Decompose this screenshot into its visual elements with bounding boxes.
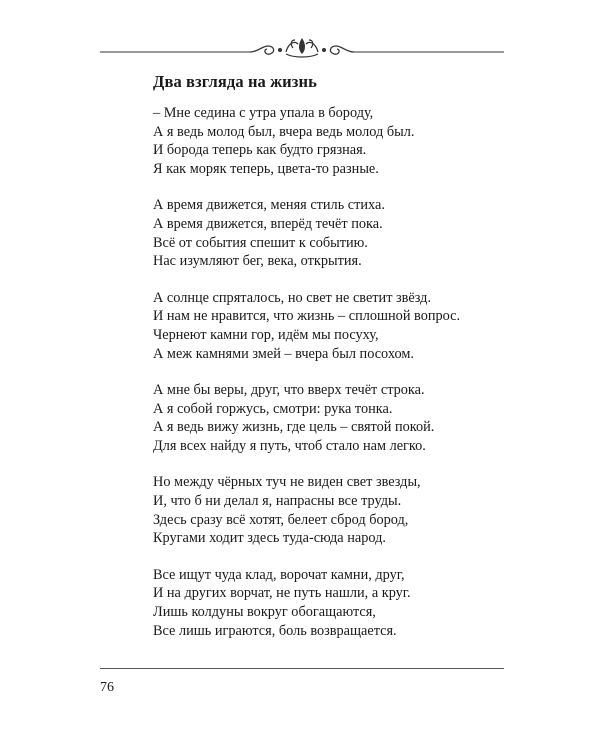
page-number: 76 bbox=[100, 680, 114, 695]
poem-title: Два взгляда на жизнь bbox=[153, 72, 317, 91]
poem-line: Для всех найду я путь, чтоб стало нам легко. bbox=[153, 438, 426, 455]
poem-line: А время движется, вперёд течёт пока. bbox=[153, 216, 383, 233]
poem-line: А я ведь молод был, вчера ведь молод был. bbox=[153, 123, 415, 140]
poem-line: А я ведь вижу жизнь, где цель – святой покой. bbox=[153, 419, 435, 436]
poem-line: Здесь сразу всё хотят, белеет сброд бород, bbox=[153, 511, 409, 528]
stanza bbox=[153, 381, 553, 456]
stanza bbox=[153, 104, 553, 179]
poem-line: И, что б ни делал я, напрасны все труды. bbox=[153, 492, 402, 509]
poem-line: Я как моряк теперь, цвета-то разные. bbox=[153, 161, 379, 178]
poem-line: – Мне седина с утра упала в бороду, bbox=[153, 105, 374, 121]
poem-line: А солнце спряталось, но свет не светит звёзд. bbox=[153, 289, 432, 306]
poem-line: Лишь колдуны вокруг обогащаются, bbox=[153, 603, 376, 620]
stanza bbox=[153, 289, 553, 364]
stanza bbox=[153, 196, 553, 271]
poem-line: А мне бы веры, друг, что вверх течёт строка. bbox=[153, 381, 425, 398]
poem-line: Все лишь играются, боль возвращается. bbox=[153, 622, 397, 639]
poem-line: И на других ворчат, не путь нашли, а круг. bbox=[153, 585, 411, 602]
footer-divider bbox=[100, 668, 504, 669]
floral-divider-icon bbox=[100, 34, 504, 62]
poem-line: Всё от события спешит к событию. bbox=[153, 234, 368, 251]
stanza bbox=[153, 473, 553, 548]
poem-line: Все ищут чуда клад, ворочат камни, друг, bbox=[153, 566, 405, 583]
poem-line: Нас изумляют бег, века, открытия. bbox=[153, 253, 362, 270]
poem-line: А я собой горжусь, смотри: рука тонка. bbox=[153, 400, 393, 417]
poem-line: И нам не нравится, что жизнь – сплошной вопрос. bbox=[153, 308, 461, 325]
poem-line: Кругами ходит здесь туда-сюда народ. bbox=[153, 530, 386, 547]
poem-line: Чернеют камни гор, идём мы посуху, bbox=[153, 327, 379, 344]
poem-body bbox=[153, 104, 553, 658]
poem-line: И борода теперь как будто грязная. bbox=[153, 142, 367, 159]
poem-line: А меж камнями змей – вчера был посохом. bbox=[153, 345, 414, 362]
poem-line: А время движется, меняя стиль стиха. bbox=[153, 197, 385, 214]
stanza bbox=[153, 566, 553, 641]
poem-line: Но между чёрных туч не виден свет звезды, bbox=[153, 474, 421, 491]
